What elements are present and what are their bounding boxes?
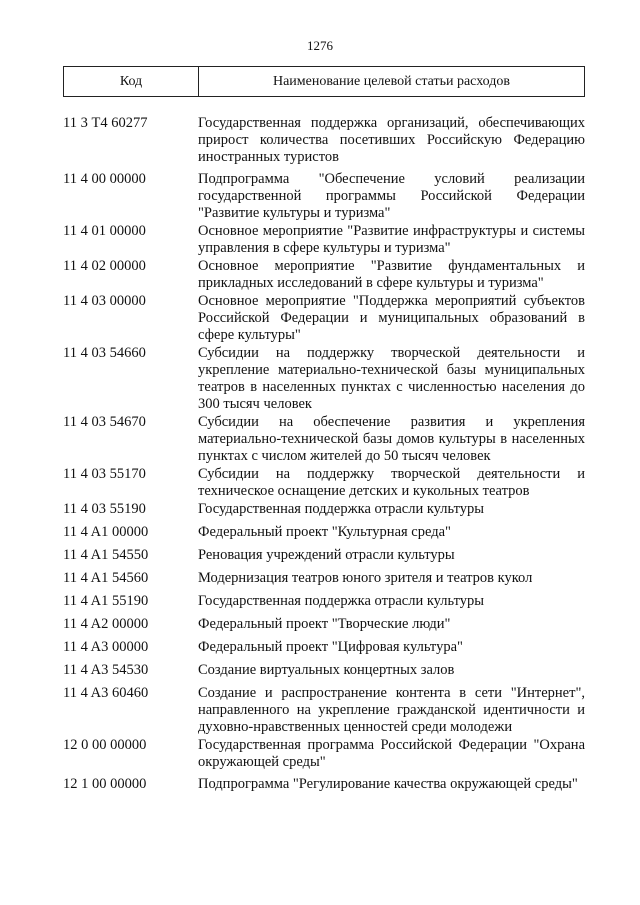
row-description: Реновация учреждений отрасли культуры — [198, 547, 455, 563]
column-header-name: Наименование целевой статьи расходов — [272, 73, 511, 89]
table-row — [63, 171, 585, 222]
row-code: 11 4 A3 60460 — [63, 685, 149, 701]
row-code: 12 0 00 00000 — [63, 737, 147, 753]
table-row — [63, 501, 585, 518]
table-body — [63, 115, 585, 793]
row-code: 11 4 02 00000 — [63, 258, 146, 274]
row-description: Субсидии на обеспечение развития и укрепления материально-технической базы домов культуры в населенных пунктах с числом жителей до 50 тысяч человек — [198, 414, 585, 464]
table-row — [63, 616, 585, 633]
row-description: Государственная поддержка отрасли культуры — [198, 501, 484, 517]
row-code: 11 4 03 54670 — [63, 414, 146, 430]
row-description: Создание виртуальных концертных залов — [198, 662, 455, 678]
column-header-code: Код — [64, 67, 199, 96]
row-code: 11 4 01 00000 — [63, 223, 146, 239]
table-row — [63, 293, 585, 344]
row-code: 11 4 A3 00000 — [63, 639, 149, 655]
row-description: Государственная поддержка отрасли культуры — [198, 593, 484, 609]
table-row — [63, 776, 585, 793]
row-description: Основное мероприятие "Развитие фундаментальных и прикладных исследований в сфере культуры и туризма" — [198, 258, 585, 291]
row-code: 11 3 Т4 60277 — [63, 115, 148, 131]
table-row — [63, 524, 585, 541]
table-row — [63, 737, 585, 771]
row-description: Федеральный проект "Культурная среда" — [198, 524, 451, 540]
table-row — [63, 414, 585, 465]
row-code: 11 4 A2 00000 — [63, 616, 149, 632]
table-row — [63, 223, 585, 257]
row-description: Государственная поддержка организаций, обеспечивающих прирост количества посетивших Российскую Федерацию иностранных туристов — [198, 115, 585, 165]
table-row — [63, 570, 585, 587]
row-code: 11 4 03 00000 — [63, 293, 146, 309]
row-code: 11 4 A1 54560 — [63, 570, 149, 586]
row-code: 12 1 00 00000 — [63, 776, 147, 792]
row-description: Федеральный проект "Цифровая культура" — [198, 639, 463, 655]
table-row — [63, 258, 585, 292]
row-code: 11 4 A1 00000 — [63, 524, 149, 540]
table-row — [63, 639, 585, 656]
row-code: 11 4 03 54660 — [63, 345, 146, 361]
table-row — [63, 345, 585, 413]
row-description: Подпрограмма "Регулирование качества окружающей среды" — [198, 776, 578, 792]
row-description: Субсидии на поддержку творческой деятельности и укрепление материально-технической базы муниципальных театров в населенных пунктах с численностью населения до 300 тысяч человек — [198, 345, 585, 412]
row-code: 11 4 A1 55190 — [63, 593, 149, 609]
row-description: Модернизация театров юного зрителя и театров кукол — [198, 570, 533, 586]
row-description: Субсидии на поддержку творческой деятельности и техническое оснащение детских и кукольных театров — [198, 466, 585, 499]
table-row — [63, 466, 585, 500]
table-row — [63, 662, 585, 679]
row-description: Основное мероприятие "Поддержка мероприятий субъектов Российской Федерации и муниципальных образований в сфере культуры" — [198, 293, 585, 343]
page-number: 1276 — [307, 38, 333, 53]
table-row — [63, 685, 585, 736]
row-description: Основное мероприятие "Развитие инфраструктуры и системы управления в сфере культуры и туризма" — [198, 223, 585, 256]
row-code: 11 4 A1 54550 — [63, 547, 149, 563]
row-description: Подпрограмма "Обеспечение условий реализации государственной программы Российской Федерации "Развитие культуры и туризма" — [198, 171, 585, 221]
row-code: 11 4 00 00000 — [63, 171, 146, 187]
table-header — [63, 66, 585, 97]
row-code: 11 4 03 55170 — [63, 466, 146, 482]
table-row — [63, 547, 585, 564]
row-description: Создание и распространение контента в сети "Интернет", направленного на укрепление гражданской идентичности и духовно-нравственных ценностей среди молодежи — [198, 685, 585, 735]
table-row — [63, 115, 585, 166]
row-code: 11 4 A3 54530 — [63, 662, 149, 678]
row-code: 11 4 03 55190 — [63, 501, 146, 517]
table-row — [63, 593, 585, 610]
row-description: Федеральный проект "Творческие люди" — [198, 616, 451, 632]
row-description: Государственная программа Российской Федерации "Охрана окружающей среды" — [198, 737, 585, 770]
